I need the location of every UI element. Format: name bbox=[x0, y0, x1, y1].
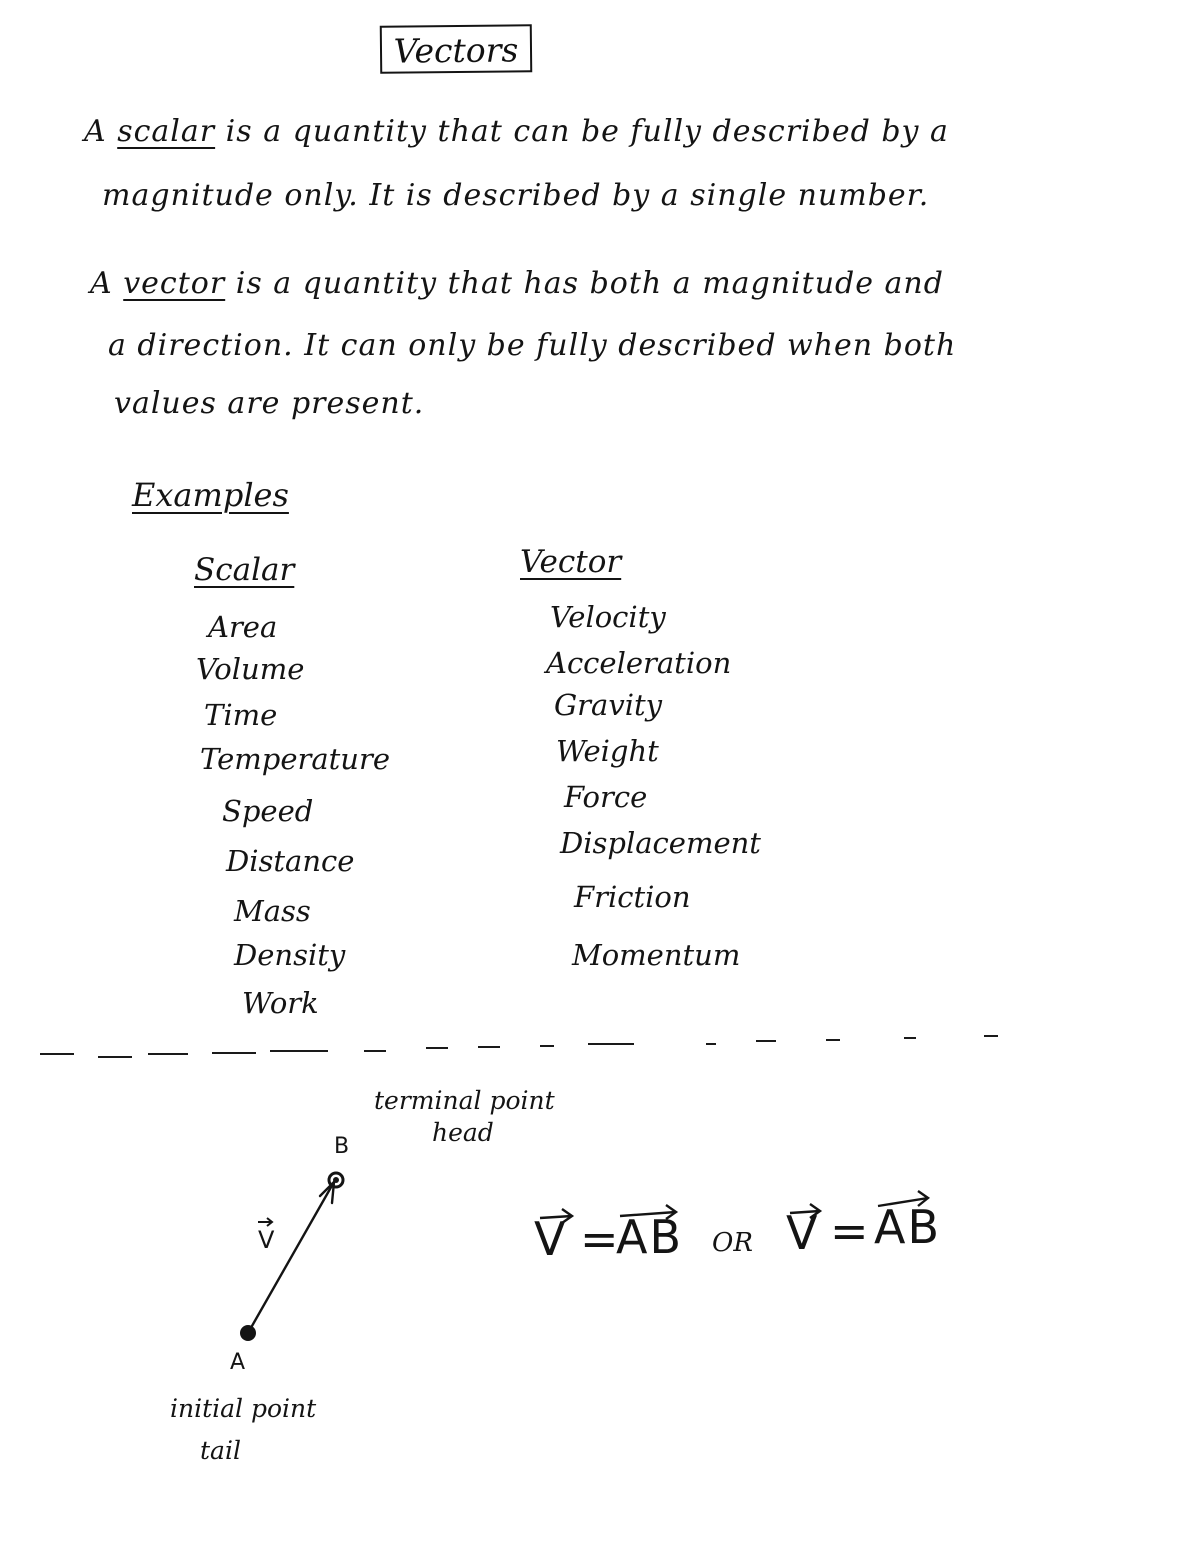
eq2-rhs: AB bbox=[874, 1200, 942, 1254]
page-title: Vectors bbox=[393, 30, 519, 71]
terminal-point-label: terminal point bbox=[374, 1086, 555, 1115]
terminal-point-center bbox=[333, 1177, 339, 1183]
eq1-equals: = bbox=[580, 1212, 621, 1266]
scalar-definition-line-2: magnitude only. It is described by a single number. bbox=[102, 178, 930, 213]
head-label: head bbox=[432, 1118, 494, 1147]
scalar-example-item: Work bbox=[242, 986, 319, 1020]
scalar-example-item: Density bbox=[234, 938, 346, 972]
vector-example-item: Force bbox=[564, 780, 648, 814]
vector-example-item: Acceleration bbox=[546, 646, 732, 680]
scalar-example-item: Speed bbox=[222, 794, 314, 828]
vector-example-item: Momentum bbox=[572, 938, 741, 972]
scalar-example-item: Distance bbox=[226, 844, 355, 878]
scalar-term: scalar bbox=[117, 114, 216, 149]
vector-lead: A bbox=[90, 266, 113, 301]
initial-point-label: initial point bbox=[170, 1394, 317, 1423]
point-a-label: A bbox=[230, 1350, 246, 1375]
vector-term: vector bbox=[123, 266, 226, 301]
initial-point-dot bbox=[240, 1325, 256, 1341]
tail-label: tail bbox=[200, 1436, 241, 1465]
scalar-example-item: Area bbox=[208, 610, 278, 644]
vector-column-header-text: Vector bbox=[520, 544, 622, 580]
eq1-rhs: AB bbox=[616, 1210, 684, 1264]
scalar-column-header-text: Scalar bbox=[194, 552, 295, 588]
scalar-lead: A bbox=[84, 114, 107, 149]
or-label: OR bbox=[712, 1228, 753, 1258]
vector-definition-line-2: a direction. It can only be fully described when both bbox=[108, 328, 957, 363]
vector-v-label: V bbox=[258, 1226, 275, 1254]
scalar-example-item: Mass bbox=[234, 894, 311, 928]
eq2-equals: = bbox=[830, 1204, 871, 1258]
examples-heading-text: Examples bbox=[132, 476, 289, 514]
vector-example-item: Displacement bbox=[560, 826, 761, 860]
scalar-line1-rest: is a quantity that can be fully described by a bbox=[225, 114, 949, 149]
scalar-example-item: Volume bbox=[196, 652, 305, 686]
vector-line bbox=[248, 1182, 334, 1333]
vector-example-item: Weight bbox=[556, 734, 659, 768]
point-b-label: B bbox=[334, 1134, 350, 1159]
vector-line1-rest: is a quantity that has both a magnitude and bbox=[235, 266, 944, 301]
vector-example-item: Velocity bbox=[550, 600, 666, 634]
eq1-lhs: V bbox=[534, 1212, 568, 1266]
scalar-example-item: Temperature bbox=[200, 742, 390, 776]
vector-definition-line-3: values are present. bbox=[114, 386, 425, 421]
vector-example-item: Gravity bbox=[554, 688, 663, 722]
eq2-lhs: V bbox=[786, 1206, 820, 1260]
vector-example-item: Friction bbox=[574, 880, 691, 914]
scalar-example-item: Time bbox=[204, 698, 278, 732]
